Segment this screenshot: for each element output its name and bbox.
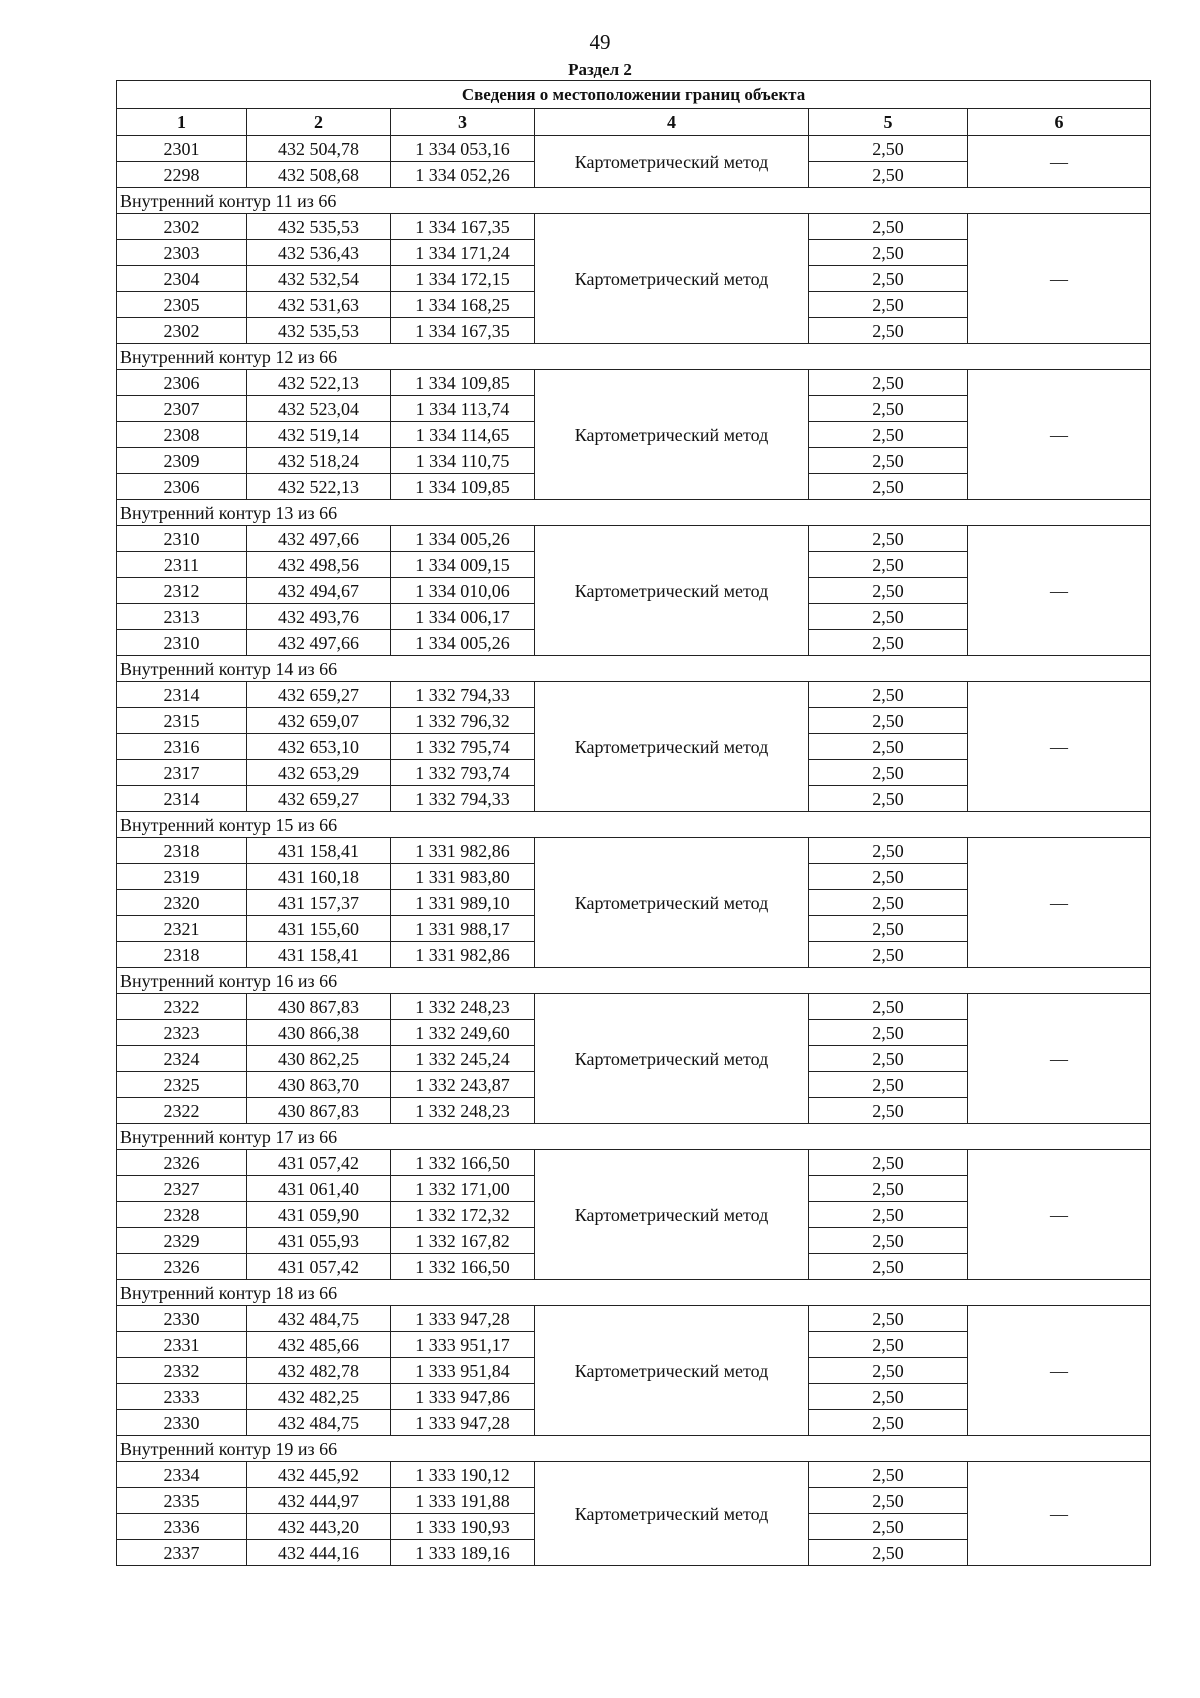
x-coordinate-cell: 432 497,66 [247, 526, 391, 552]
y-coordinate-cell: 1 333 189,16 [391, 1540, 535, 1566]
column-6-cell: — [968, 838, 1151, 968]
contour-label: Внутренний контур 12 из 66 [117, 344, 1151, 370]
accuracy-cell: 2,50 [809, 1462, 968, 1488]
accuracy-cell: 2,50 [809, 786, 968, 812]
y-coordinate-cell: 1 332 166,50 [391, 1150, 535, 1176]
accuracy-cell: 2,50 [809, 1306, 968, 1332]
accuracy-cell: 2,50 [809, 1488, 968, 1514]
point-number-cell: 2322 [117, 994, 247, 1020]
y-coordinate-cell: 1 332 166,50 [391, 1254, 535, 1280]
y-coordinate-cell: 1 332 248,23 [391, 994, 535, 1020]
accuracy-cell: 2,50 [809, 1228, 968, 1254]
y-coordinate-cell: 1 332 171,00 [391, 1176, 535, 1202]
accuracy-cell: 2,50 [809, 578, 968, 604]
x-coordinate-cell: 432 443,20 [247, 1514, 391, 1540]
accuracy-cell: 2,50 [809, 682, 968, 708]
point-number-cell: 2326 [117, 1150, 247, 1176]
y-coordinate-cell: 1 332 249,60 [391, 1020, 535, 1046]
accuracy-cell: 2,50 [809, 162, 968, 188]
y-coordinate-cell: 1 331 982,86 [391, 838, 535, 864]
accuracy-cell: 2,50 [809, 630, 968, 656]
x-coordinate-cell: 432 659,07 [247, 708, 391, 734]
column-number: 2 [247, 109, 391, 136]
point-number-cell: 2301 [117, 136, 247, 162]
method-cell: Картометрический метод [535, 682, 809, 812]
x-coordinate-cell: 432 504,78 [247, 136, 391, 162]
column-6-cell: — [968, 1306, 1151, 1436]
x-coordinate-cell: 432 535,53 [247, 214, 391, 240]
accuracy-cell: 2,50 [809, 1150, 968, 1176]
contour-label: Внутренний контур 14 из 66 [117, 656, 1151, 682]
y-coordinate-cell: 1 334 171,24 [391, 240, 535, 266]
x-coordinate-cell: 432 522,13 [247, 474, 391, 500]
point-number-cell: 2317 [117, 760, 247, 786]
point-number-cell: 2334 [117, 1462, 247, 1488]
table-row [117, 682, 1151, 708]
x-coordinate-cell: 432 531,63 [247, 292, 391, 318]
point-number-cell: 2320 [117, 890, 247, 916]
method-cell: Картометрический метод [535, 214, 809, 344]
method-cell: Картометрический метод [535, 838, 809, 968]
accuracy-cell: 2,50 [809, 526, 968, 552]
point-number-cell: 2315 [117, 708, 247, 734]
column-number-row [117, 109, 1151, 136]
point-number-cell: 2302 [117, 214, 247, 240]
y-coordinate-cell: 1 334 053,16 [391, 136, 535, 162]
contour-header-row [117, 344, 1151, 370]
page-number: 49 [589, 30, 611, 54]
x-coordinate-cell: 432 497,66 [247, 630, 391, 656]
x-coordinate-cell: 432 535,53 [247, 318, 391, 344]
y-coordinate-cell: 1 331 988,17 [391, 916, 535, 942]
accuracy-cell: 2,50 [809, 864, 968, 890]
contour-label: Внутренний контур 16 из 66 [117, 968, 1151, 994]
table-row [117, 1150, 1151, 1176]
y-coordinate-cell: 1 334 167,35 [391, 318, 535, 344]
point-number-cell: 2308 [117, 422, 247, 448]
column-6-cell: — [968, 1462, 1151, 1566]
x-coordinate-cell: 432 522,13 [247, 370, 391, 396]
point-number-cell: 2303 [117, 240, 247, 266]
column-number: 3 [391, 109, 535, 136]
y-coordinate-cell: 1 332 245,24 [391, 1046, 535, 1072]
point-number-cell: 2328 [117, 1202, 247, 1228]
contour-label: Внутренний контур 18 из 66 [117, 1280, 1151, 1306]
point-number-cell: 2324 [117, 1046, 247, 1072]
point-number-cell: 2336 [117, 1514, 247, 1540]
accuracy-cell: 2,50 [809, 448, 968, 474]
y-coordinate-cell: 1 331 989,10 [391, 890, 535, 916]
method-cell: Картометрический метод [535, 370, 809, 500]
x-coordinate-cell: 432 532,54 [247, 266, 391, 292]
x-coordinate-cell: 431 059,90 [247, 1202, 391, 1228]
x-coordinate-cell: 432 659,27 [247, 682, 391, 708]
x-coordinate-cell: 431 055,93 [247, 1228, 391, 1254]
table-body [117, 136, 1151, 1566]
x-coordinate-cell: 432 659,27 [247, 786, 391, 812]
point-number-cell: 2326 [117, 1254, 247, 1280]
x-coordinate-cell: 432 498,56 [247, 552, 391, 578]
table-row [117, 1306, 1151, 1332]
point-number-cell: 2321 [117, 916, 247, 942]
y-coordinate-cell: 1 333 190,93 [391, 1514, 535, 1540]
point-number-cell: 2330 [117, 1306, 247, 1332]
accuracy-cell: 2,50 [809, 1098, 968, 1124]
table-row [117, 838, 1151, 864]
y-coordinate-cell: 1 332 794,33 [391, 682, 535, 708]
accuracy-cell: 2,50 [809, 708, 968, 734]
table-row [117, 526, 1151, 552]
point-number-cell: 2311 [117, 552, 247, 578]
column-number: 4 [535, 109, 809, 136]
accuracy-cell: 2,50 [809, 1046, 968, 1072]
accuracy-cell: 2,50 [809, 318, 968, 344]
table-row [117, 214, 1151, 240]
x-coordinate-cell: 431 057,42 [247, 1150, 391, 1176]
y-coordinate-cell: 1 333 951,84 [391, 1358, 535, 1384]
point-number-cell: 2314 [117, 786, 247, 812]
y-coordinate-cell: 1 332 796,32 [391, 708, 535, 734]
point-number-cell: 2318 [117, 838, 247, 864]
section-title: Раздел 2 [568, 60, 632, 79]
accuracy-cell: 2,50 [809, 916, 968, 942]
y-coordinate-cell: 1 332 794,33 [391, 786, 535, 812]
point-number-cell: 2309 [117, 448, 247, 474]
accuracy-cell: 2,50 [809, 1410, 968, 1436]
point-number-cell: 2310 [117, 526, 247, 552]
point-number-cell: 2313 [117, 604, 247, 630]
point-number-cell: 2319 [117, 864, 247, 890]
contour-header-row [117, 656, 1151, 682]
accuracy-cell: 2,50 [809, 1202, 968, 1228]
x-coordinate-cell: 430 867,83 [247, 994, 391, 1020]
accuracy-cell: 2,50 [809, 734, 968, 760]
x-coordinate-cell: 430 862,25 [247, 1046, 391, 1072]
x-coordinate-cell: 432 482,78 [247, 1358, 391, 1384]
y-coordinate-cell: 1 334 052,26 [391, 162, 535, 188]
x-coordinate-cell: 430 866,38 [247, 1020, 391, 1046]
y-coordinate-cell: 1 333 191,88 [391, 1488, 535, 1514]
accuracy-cell: 2,50 [809, 136, 968, 162]
x-coordinate-cell: 432 508,68 [247, 162, 391, 188]
point-number-cell: 2332 [117, 1358, 247, 1384]
y-coordinate-cell: 1 334 009,15 [391, 552, 535, 578]
accuracy-cell: 2,50 [809, 604, 968, 630]
method-cell: Картометрический метод [535, 526, 809, 656]
contour-header-row [117, 500, 1151, 526]
x-coordinate-cell: 431 160,18 [247, 864, 391, 890]
x-coordinate-cell: 432 482,25 [247, 1384, 391, 1410]
y-coordinate-cell: 1 333 951,17 [391, 1332, 535, 1358]
y-coordinate-cell: 1 332 243,87 [391, 1072, 535, 1098]
x-coordinate-cell: 431 158,41 [247, 838, 391, 864]
point-number-cell: 2316 [117, 734, 247, 760]
accuracy-cell: 2,50 [809, 1514, 968, 1540]
point-number-cell: 2314 [117, 682, 247, 708]
column-number: 1 [117, 109, 247, 136]
column-6-cell: — [968, 214, 1151, 344]
point-number-cell: 2318 [117, 942, 247, 968]
method-cell: Картометрический метод [535, 1462, 809, 1566]
point-number-cell: 2305 [117, 292, 247, 318]
y-coordinate-cell: 1 332 795,74 [391, 734, 535, 760]
point-number-cell: 2322 [117, 1098, 247, 1124]
y-coordinate-cell: 1 334 005,26 [391, 526, 535, 552]
contour-header-row [117, 1280, 1151, 1306]
x-coordinate-cell: 432 445,92 [247, 1462, 391, 1488]
point-number-cell: 2304 [117, 266, 247, 292]
contour-header-row [117, 812, 1151, 838]
accuracy-cell: 2,50 [809, 1384, 968, 1410]
accuracy-cell: 2,50 [809, 266, 968, 292]
accuracy-cell: 2,50 [809, 474, 968, 500]
contour-label: Внутренний контур 19 из 66 [117, 1436, 1151, 1462]
column-6-cell: — [968, 370, 1151, 500]
method-cell: Картометрический метод [535, 136, 809, 188]
accuracy-cell: 2,50 [809, 370, 968, 396]
point-number-cell: 2312 [117, 578, 247, 604]
y-coordinate-cell: 1 334 110,75 [391, 448, 535, 474]
y-coordinate-cell: 1 332 167,82 [391, 1228, 535, 1254]
point-number-cell: 2306 [117, 370, 247, 396]
method-cell: Картометрический метод [535, 994, 809, 1124]
method-cell: Картометрический метод [535, 1150, 809, 1280]
y-coordinate-cell: 1 334 109,85 [391, 370, 535, 396]
point-number-cell: 2331 [117, 1332, 247, 1358]
x-coordinate-cell: 432 653,10 [247, 734, 391, 760]
accuracy-cell: 2,50 [809, 552, 968, 578]
contour-header-row [117, 968, 1151, 994]
point-number-cell: 2337 [117, 1540, 247, 1566]
accuracy-cell: 2,50 [809, 1254, 968, 1280]
point-number-cell: 2298 [117, 162, 247, 188]
x-coordinate-cell: 432 484,75 [247, 1410, 391, 1436]
x-coordinate-cell: 432 493,76 [247, 604, 391, 630]
point-number-cell: 2333 [117, 1384, 247, 1410]
x-coordinate-cell: 431 158,41 [247, 942, 391, 968]
column-6-cell: — [968, 682, 1151, 812]
y-coordinate-cell: 1 334 168,25 [391, 292, 535, 318]
y-coordinate-cell: 1 333 190,12 [391, 1462, 535, 1488]
point-number-cell: 2323 [117, 1020, 247, 1046]
table-row [117, 136, 1151, 162]
point-number-cell: 2335 [117, 1488, 247, 1514]
y-coordinate-cell: 1 334 114,65 [391, 422, 535, 448]
y-coordinate-cell: 1 334 109,85 [391, 474, 535, 500]
x-coordinate-cell: 432 519,14 [247, 422, 391, 448]
contour-label: Внутренний контур 17 из 66 [117, 1124, 1151, 1150]
column-6-cell: — [968, 994, 1151, 1124]
point-number-cell: 2302 [117, 318, 247, 344]
accuracy-cell: 2,50 [809, 1072, 968, 1098]
column-6-cell: — [968, 136, 1151, 188]
y-coordinate-cell: 1 334 010,06 [391, 578, 535, 604]
point-number-cell: 2306 [117, 474, 247, 500]
y-coordinate-cell: 1 333 947,86 [391, 1384, 535, 1410]
x-coordinate-cell: 430 863,70 [247, 1072, 391, 1098]
y-coordinate-cell: 1 333 947,28 [391, 1306, 535, 1332]
x-coordinate-cell: 432 653,29 [247, 760, 391, 786]
contour-header-row [117, 1124, 1151, 1150]
accuracy-cell: 2,50 [809, 994, 968, 1020]
x-coordinate-cell: 431 155,60 [247, 916, 391, 942]
boundary-table [116, 80, 1151, 1566]
column-number: 6 [968, 109, 1151, 136]
point-number-cell: 2307 [117, 396, 247, 422]
accuracy-cell: 2,50 [809, 1358, 968, 1384]
accuracy-cell: 2,50 [809, 1332, 968, 1358]
y-coordinate-cell: 1 331 983,80 [391, 864, 535, 890]
accuracy-cell: 2,50 [809, 240, 968, 266]
point-number-cell: 2329 [117, 1228, 247, 1254]
y-coordinate-cell: 1 333 947,28 [391, 1410, 535, 1436]
table-row [117, 1462, 1151, 1488]
point-number-cell: 2325 [117, 1072, 247, 1098]
table-row [117, 370, 1151, 396]
x-coordinate-cell: 431 057,42 [247, 1254, 391, 1280]
y-coordinate-cell: 1 334 006,17 [391, 604, 535, 630]
accuracy-cell: 2,50 [809, 396, 968, 422]
y-coordinate-cell: 1 332 172,32 [391, 1202, 535, 1228]
point-number-cell: 2330 [117, 1410, 247, 1436]
accuracy-cell: 2,50 [809, 942, 968, 968]
y-coordinate-cell: 1 334 113,74 [391, 396, 535, 422]
x-coordinate-cell: 432 484,75 [247, 1306, 391, 1332]
y-coordinate-cell: 1 332 248,23 [391, 1098, 535, 1124]
x-coordinate-cell: 432 485,66 [247, 1332, 391, 1358]
column-number: 5 [809, 109, 968, 136]
contour-label: Внутренний контур 13 из 66 [117, 500, 1151, 526]
accuracy-cell: 2,50 [809, 422, 968, 448]
accuracy-cell: 2,50 [809, 1540, 968, 1566]
contour-header-row [117, 1436, 1151, 1462]
x-coordinate-cell: 432 444,97 [247, 1488, 391, 1514]
x-coordinate-cell: 432 444,16 [247, 1540, 391, 1566]
accuracy-cell: 2,50 [809, 214, 968, 240]
accuracy-cell: 2,50 [809, 890, 968, 916]
point-number-cell: 2310 [117, 630, 247, 656]
y-coordinate-cell: 1 334 172,15 [391, 266, 535, 292]
method-cell: Картометрический метод [535, 1306, 809, 1436]
x-coordinate-cell: 432 523,04 [247, 396, 391, 422]
accuracy-cell: 2,50 [809, 1020, 968, 1046]
column-6-cell: — [968, 1150, 1151, 1280]
column-6-cell: — [968, 526, 1151, 656]
x-coordinate-cell: 431 061,40 [247, 1176, 391, 1202]
x-coordinate-cell: 432 494,67 [247, 578, 391, 604]
y-coordinate-cell: 1 331 982,86 [391, 942, 535, 968]
contour-header-row [117, 188, 1151, 214]
contour-label: Внутренний контур 15 из 66 [117, 812, 1151, 838]
point-number-cell: 2327 [117, 1176, 247, 1202]
x-coordinate-cell: 430 867,83 [247, 1098, 391, 1124]
y-coordinate-cell: 1 334 167,35 [391, 214, 535, 240]
x-coordinate-cell: 432 518,24 [247, 448, 391, 474]
table-caption: Сведения о местоположении границ объекта [117, 81, 1151, 109]
accuracy-cell: 2,50 [809, 1176, 968, 1202]
x-coordinate-cell: 431 157,37 [247, 890, 391, 916]
table-row [117, 994, 1151, 1020]
x-coordinate-cell: 432 536,43 [247, 240, 391, 266]
y-coordinate-cell: 1 332 793,74 [391, 760, 535, 786]
contour-label: Внутренний контур 11 из 66 [117, 188, 1151, 214]
accuracy-cell: 2,50 [809, 838, 968, 864]
y-coordinate-cell: 1 334 005,26 [391, 630, 535, 656]
accuracy-cell: 2,50 [809, 292, 968, 318]
accuracy-cell: 2,50 [809, 760, 968, 786]
